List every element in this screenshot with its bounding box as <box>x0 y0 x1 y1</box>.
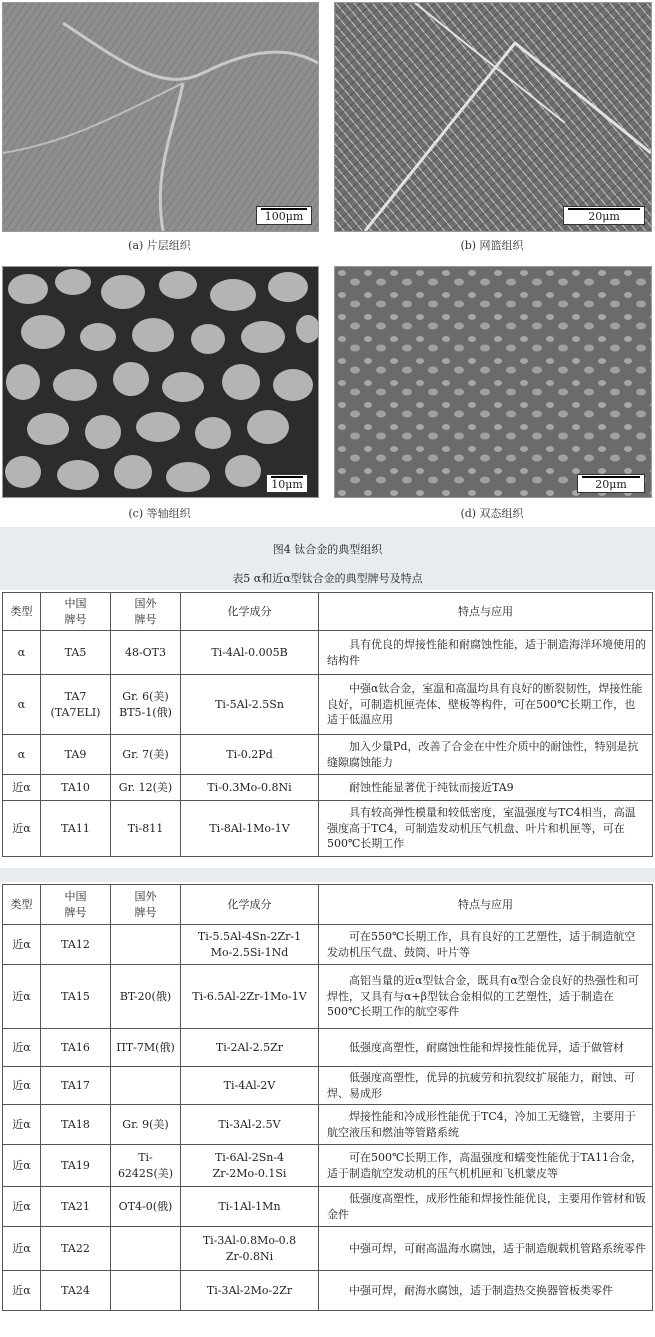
figure-title: 图4 钛合金的典型组织 <box>272 543 383 556</box>
cell-composition: Ti-5Al-2.5Sn <box>181 675 319 735</box>
cell-type: α <box>3 631 41 675</box>
micrograph-b <box>334 2 652 232</box>
cell-composition: Ti-2Al-2.5Zr <box>181 1029 319 1067</box>
cell-features: 加入少量Pd，改善了合金在中性介质中的耐蚀性，特别是抗缝隙腐蚀能力 <box>319 735 653 775</box>
table-row <box>3 1067 653 1105</box>
table-row <box>3 675 653 735</box>
cell-features: 具有较高弹性模量和较低密度，室温强度与TC4相当，高温强度高于TC4，可制造发动机压气机盘、叶片和机匣等，可在500℃长期工作 <box>319 801 653 857</box>
scale-bar-d: 20μm <box>577 474 645 493</box>
basketweave-texture <box>335 3 651 231</box>
table-row <box>3 965 653 1029</box>
cell-features: 可在500℃长期工作，高温强度和蠕变性能优于TA11合金，适于制造航空发动机的压气机机匣和飞机蒙皮等 <box>319 1145 653 1187</box>
micrograph-a <box>2 2 319 232</box>
table-row <box>3 1187 653 1227</box>
cell-composition: Ti-6Al-2Sn-4 Zr-2Mo-0.1Si <box>181 1145 319 1187</box>
cell-cn-grade: TA9 <box>41 735 111 775</box>
cell-composition: Ti-0.3Mo-0.8Ni <box>181 775 319 801</box>
table-header-row <box>3 885 653 925</box>
cell-foreign-grade: 48-OT3 <box>111 631 181 675</box>
cell-type: 近α <box>3 1271 41 1311</box>
alloy-table-part2 <box>2 884 653 1311</box>
cell-composition: Ti-3Al-2Mo-2Zr <box>181 1271 319 1311</box>
cell-cn-grade: TA11 <box>41 801 111 857</box>
caption-a: (a) 片层组织 <box>128 239 191 252</box>
header-type: 类型 <box>3 885 41 925</box>
header-type: 类型 <box>3 593 41 631</box>
cell-features: 低强度高塑性，成形性能和焊接性能优良，主要用作管材和钣金件 <box>319 1187 653 1227</box>
cell-features: 焊接性能和冷成形性能优于TC4，冷加工无缝管，主要用于航空液压和燃油等管路系统 <box>319 1105 653 1145</box>
cell-composition: Ti-4Al-2V <box>181 1067 319 1105</box>
cell-features: 高铝当量的近α型钛合金，既具有α型合金良好的热强性和可焊性，又具有与α+β型钛合金相似的工艺塑性，适于制造在500℃长期工作的航空零件 <box>319 965 653 1029</box>
cell-features: 可在550℃长期工作，具有良好的工艺塑性，适于制造航空发动机压气盘、鼓筒、叶片等 <box>319 925 653 965</box>
cell-cn-grade: TA18 <box>41 1105 111 1145</box>
cell-type: 近α <box>3 1145 41 1187</box>
cell-type: 近α <box>3 1227 41 1271</box>
cell-type: 近α <box>3 1067 41 1105</box>
cell-features: 中强可焊，耐海水腐蚀，适于制造热交换器管板类零件 <box>319 1271 653 1311</box>
cell-features: 中强可焊，可耐高温海水腐蚀，适于制造舰载机管路系统零件 <box>319 1227 653 1271</box>
header-features: 特点与应用 <box>319 593 653 631</box>
table-row <box>3 735 653 775</box>
cell-foreign-grade: Gr. 12(美) <box>111 775 181 801</box>
cell-features: 低强度高塑性，耐腐蚀性能和焊接性能优异，适于做管材 <box>319 1029 653 1067</box>
cell-type: α <box>3 735 41 775</box>
table-header-row <box>3 593 653 631</box>
cell-cn-grade: TA24 <box>41 1271 111 1311</box>
caption-d: (d) 双态组织 <box>460 507 524 520</box>
cell-type: 近α <box>3 1105 41 1145</box>
cell-cn-grade: TA21 <box>41 1187 111 1227</box>
cell-features: 低强度高塑性，优异的抗疲劳和抗裂纹扩展能力，耐蚀、可焊、易成形 <box>319 1067 653 1105</box>
header-composition: 化学成分 <box>181 593 319 631</box>
cell-foreign-grade <box>111 1067 181 1105</box>
header-cn-grade: 中国 牌号 <box>41 885 111 925</box>
cell-composition: Ti-6.5Al-2Zr-1Mo-1V <box>181 965 319 1029</box>
caption-c: (c) 等轴组织 <box>128 507 191 520</box>
cell-cn-grade: TA7 (TA7ELI) <box>41 675 111 735</box>
cell-composition: Ti-1Al-1Mn <box>181 1187 319 1227</box>
cell-foreign-grade <box>111 1227 181 1271</box>
table-row <box>3 631 653 675</box>
cell-cn-grade: TA10 <box>41 775 111 801</box>
micrograph-d <box>334 266 652 498</box>
header-foreign-grade: 国外 牌号 <box>111 593 181 631</box>
cell-type: 近α <box>3 801 41 857</box>
table-row <box>3 925 653 965</box>
cell-type: 近α <box>3 965 41 1029</box>
header-features: 特点与应用 <box>319 885 653 925</box>
cell-cn-grade: TA19 <box>41 1145 111 1187</box>
table-row <box>3 1271 653 1311</box>
cell-cn-grade: TA5 <box>41 631 111 675</box>
header-foreign-grade: 国外 牌号 <box>111 885 181 925</box>
cell-foreign-grade: Ti-6242S(美) <box>111 1145 181 1187</box>
table-row <box>3 1227 653 1271</box>
cell-composition: Ti-0.2Pd <box>181 735 319 775</box>
table-row <box>3 1029 653 1067</box>
cell-features: 中强α钛合金，室温和高温均具有良好的断裂韧性，焊接性能良好，可制造机匣壳体、壁板等构件，可在500℃长期工作，也适于低温应用 <box>319 675 653 735</box>
cell-composition: Ti-3Al-2.5V <box>181 1105 319 1145</box>
cell-type: 近α <box>3 1029 41 1067</box>
equiaxed-texture <box>3 267 318 497</box>
lamellar-texture <box>3 3 318 231</box>
cell-type: 近α <box>3 925 41 965</box>
scale-bar-a: 100μm <box>256 206 312 225</box>
table-row <box>3 1105 653 1145</box>
cell-cn-grade: TA16 <box>41 1029 111 1067</box>
table-row <box>3 801 653 857</box>
cell-type: 近α <box>3 1187 41 1227</box>
cell-cn-grade: TA15 <box>41 965 111 1029</box>
alloy-table-part1 <box>2 592 653 857</box>
header-cn-grade: 中国 牌号 <box>41 593 111 631</box>
micrograph-c <box>2 266 319 498</box>
table-title: 表5 α和近α型钛合金的典型牌号及特点 <box>232 572 423 585</box>
cell-foreign-grade: Gr. 9(美) <box>111 1105 181 1145</box>
cell-cn-grade: TA12 <box>41 925 111 965</box>
cell-foreign-grade: Gr. 7(美) <box>111 735 181 775</box>
cell-foreign-grade: BT-20(俄) <box>111 965 181 1029</box>
cell-foreign-grade: ПТ-7M(俄) <box>111 1029 181 1067</box>
cell-cn-grade: TA22 <box>41 1227 111 1271</box>
cell-foreign-grade <box>111 1271 181 1311</box>
cell-composition: Ti-3Al-0.8Mo-0.8 Zr-0.8Ni <box>181 1227 319 1271</box>
scale-bar-c: 10μm <box>266 474 308 493</box>
cell-composition: Ti-8Al-1Mo-1V <box>181 801 319 857</box>
scale-bar-b: 20μm <box>563 206 645 225</box>
cell-foreign-grade: OT4-0(俄) <box>111 1187 181 1227</box>
cell-type: 近α <box>3 775 41 801</box>
cell-features: 耐蚀性能显著优于纯钛而接近TA9 <box>319 775 653 801</box>
table-row <box>3 775 653 801</box>
cell-type: α <box>3 675 41 735</box>
gap-band <box>0 868 655 882</box>
header-composition: 化学成分 <box>181 885 319 925</box>
caption-b: (b) 网篮组织 <box>460 239 524 252</box>
cell-features: 具有优良的焊接性能和耐腐蚀性能，适于制造海洋环境使用的结构件 <box>319 631 653 675</box>
cell-composition: Ti-5.5Al-4Sn-2Zr-1 Mo-2.5Si-1Nd <box>181 925 319 965</box>
cell-composition: Ti-4Al-0.005B <box>181 631 319 675</box>
cell-foreign-grade: Gr. 6(美) BT5-1(俄) <box>111 675 181 735</box>
table-row <box>3 1145 653 1187</box>
cell-foreign-grade <box>111 925 181 965</box>
bimodal-texture <box>335 267 651 497</box>
cell-foreign-grade: Ti-811 <box>111 801 181 857</box>
cell-cn-grade: TA17 <box>41 1067 111 1105</box>
